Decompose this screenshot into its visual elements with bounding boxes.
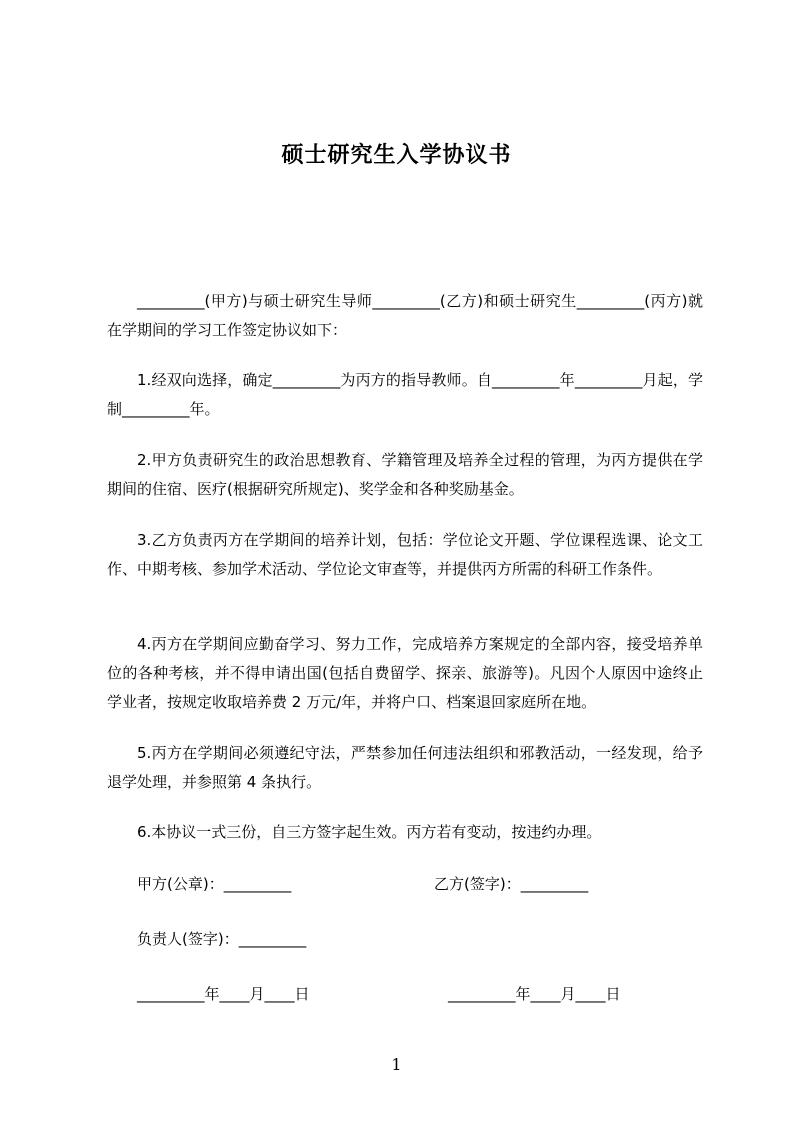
paragraph-intro: _________(甲方)与硕士研究生导师_________(乙方)和硕士研究生_________(丙方)就在学期间的学习工作签定协议如下： [107,292,703,339]
signature-party-b: 乙方(签字)：_________ [434,875,589,893]
paragraph-clause-3: 3.乙方负责丙方在学期间的培养计划，包括：学位论文开题、学位课程选课、论文工作、中期考核、参加学术活动、学位论文审查等，并提供丙方所需的科研工作条件。 [107,531,703,578]
signature-party-a: 甲方(公章)：_________ [137,875,292,893]
date-left: _________年____月____日 [137,985,310,1003]
paragraph-clause-4: 4.丙方在学期间应勤奋学习、努力工作，完成培养方案规定的全部内容，接受培养单位的各种考核，并不得申请出国(包括自费留学、探亲、旅游等)。凡因个人原因中途终止学业者，按规定收取培养费 2 万元/年，并将户口、档案退回家庭所在地。 [107,635,703,711]
paragraph-clause-1: 1.经双向选择，确定_________为丙方的指导教师。自_________年_________月起，学制_________年。 [107,371,703,418]
signature-responsible: 负责人(签字)：_________ [137,930,307,948]
paragraph-clause-6: 6.本协议一式三份，自三方签字起生效。丙方若有变动，按违约办理。 [137,823,602,841]
date-right: _________年____月____日 [448,985,621,1003]
page-title: 硕士研究生入学协议书 [281,143,512,168]
page-number: 1 [391,1055,402,1074]
paragraph-clause-2: 2.甲方负责研究生的政治思想教育、学籍管理及培养全过程的管理，为丙方提供在学期间的住宿、医疗(根据研究所规定)、奖学金和各种奖励基金。 [107,451,703,498]
paragraph-clause-5: 5.丙方在学期间必须遵纪守法，严禁参加任何违法组织和邪教活动，一经发现，给予退学处理，并参照第 4 条执行。 [107,744,703,791]
